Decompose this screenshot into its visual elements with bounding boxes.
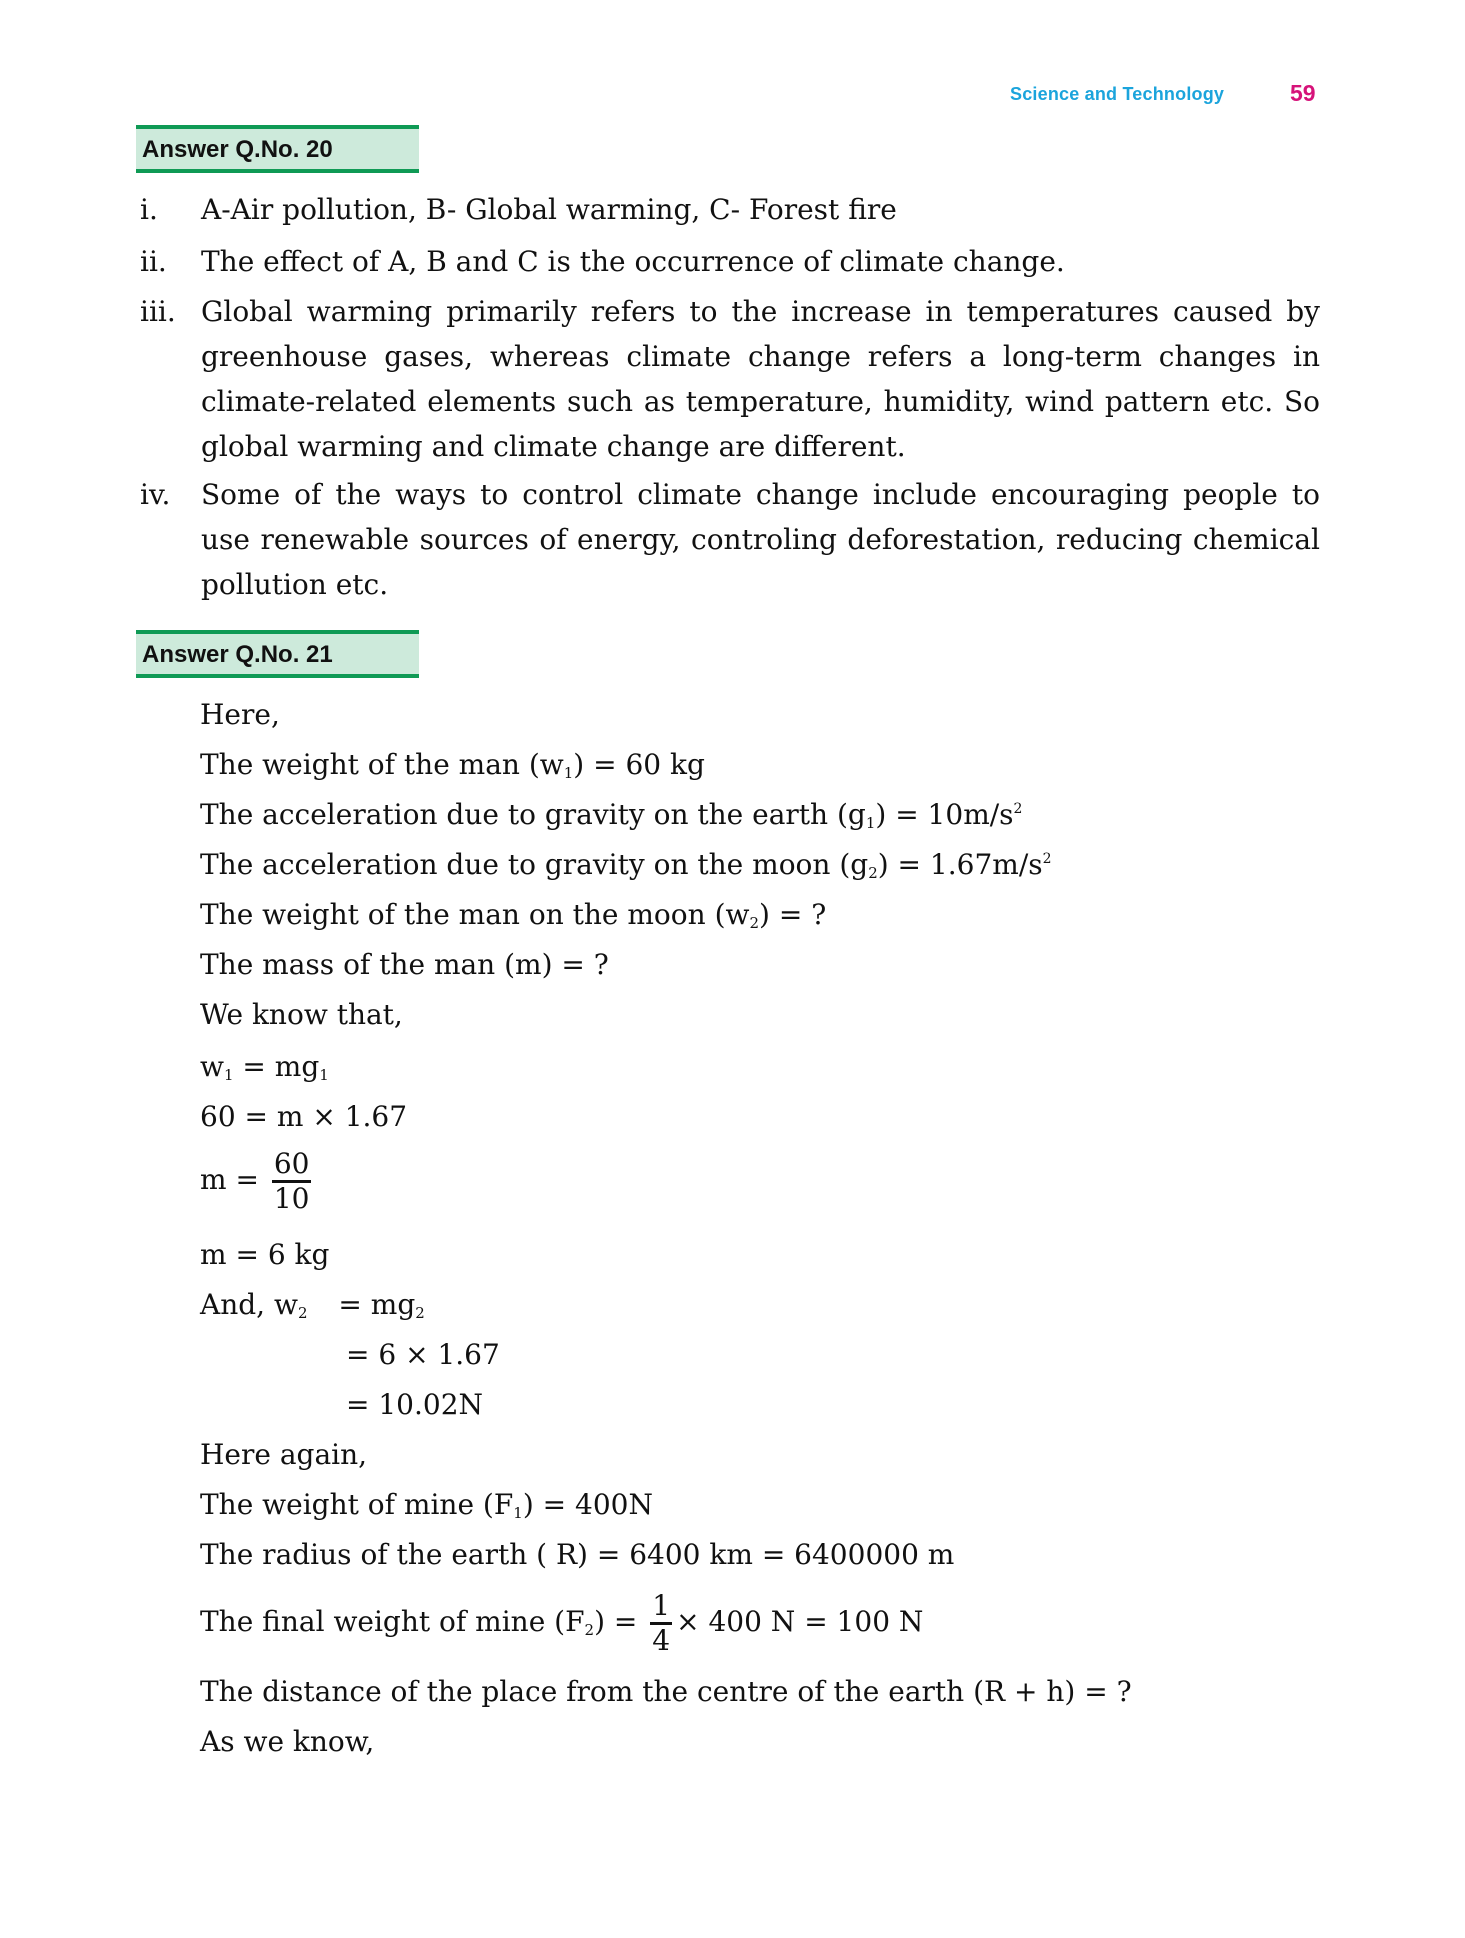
text: = mg <box>329 1288 416 1321</box>
we-know: We know that, <box>200 998 403 1031</box>
equation-mass-result: m = 6 kg <box>200 1238 330 1271</box>
subscript: 2 <box>415 1304 425 1322</box>
numerator: 1 <box>650 1592 672 1625</box>
text: The weight of mine (F <box>200 1488 514 1521</box>
denominator: 4 <box>652 1624 671 1657</box>
given-radius: The radius of the earth ( R) = 6400 km = 6400000 m <box>200 1538 955 1571</box>
given-w1 <box>200 748 705 782</box>
text: The acceleration due to gravity on the earth (g <box>200 798 866 831</box>
answer-20-heading: Answer Q.No. 20 <box>142 136 333 163</box>
equation-w2-result: = 10.02N <box>346 1388 484 1421</box>
here-again: Here again, <box>200 1438 368 1471</box>
subscript: 2 <box>584 1621 595 1639</box>
text: × 400 N = 100 N <box>676 1605 924 1638</box>
superscript: 2 <box>1042 851 1052 867</box>
given-g2 <box>200 848 1052 882</box>
list-item <box>140 187 1320 232</box>
answer-20-heading-box <box>136 125 419 173</box>
subscript: 1 <box>563 764 574 782</box>
list-text: Global warming primarily refers to the increase in temperatures caused by greenhouse gases, whereas climate change refers a long-term changes in climate-related elements such as temperature, humidity, wind pattern etc. So global warming and climate change are different. <box>201 295 1320 463</box>
numerator: 60 <box>272 1150 312 1183</box>
as-we-know: As we know, <box>200 1725 375 1758</box>
list-number: ii. <box>140 245 167 278</box>
text: ) = <box>594 1605 647 1638</box>
given-f2 <box>200 1589 924 1657</box>
text: And, w <box>200 1288 298 1321</box>
list-number: iv. <box>140 478 171 511</box>
subscript: 2 <box>868 864 878 882</box>
running-head: Science and Technology <box>1010 84 1225 104</box>
subscript: 2 <box>297 1304 308 1322</box>
unknown-mass: The mass of the man (m) = ? <box>200 948 609 981</box>
unknown-w2 <box>200 898 826 932</box>
text: ) = ? <box>759 898 827 931</box>
superscript: 2 <box>1013 801 1023 817</box>
fraction <box>272 1147 312 1215</box>
given-g1 <box>200 798 1022 832</box>
text: ) = 400N <box>522 1488 653 1521</box>
subscript: 2 <box>749 914 760 932</box>
list-item <box>140 239 1320 284</box>
fraction <box>650 1589 672 1657</box>
text: The final weight of mine (F <box>200 1605 585 1638</box>
subscript: 1 <box>865 814 876 832</box>
given-f1 <box>200 1488 653 1522</box>
page-number: 59 <box>1290 80 1316 106</box>
equation-w2 <box>200 1288 425 1322</box>
answer-21-heading-box <box>136 630 419 678</box>
subscript: 1 <box>319 1066 329 1084</box>
subscript: 1 <box>223 1066 234 1084</box>
text: ) = 60 kg <box>573 748 705 781</box>
list-number: i. <box>140 193 158 226</box>
equation-w1 <box>200 1050 329 1084</box>
text: The weight of the man on the moon (w <box>200 898 750 931</box>
answer-21-heading: Answer Q.No. 21 <box>142 641 333 668</box>
unknown-distance: The distance of the place from the centre of the earth (R + h) = ? <box>200 1675 1132 1708</box>
given-intro: Here, <box>200 698 280 731</box>
text: w <box>200 1050 224 1083</box>
text: ) = 1.67m/s <box>877 848 1043 881</box>
subscript: 1 <box>513 1504 523 1522</box>
list-item <box>140 472 1320 607</box>
denominator: 10 <box>273 1182 310 1215</box>
equation-mass-fraction <box>200 1147 315 1215</box>
list-item <box>140 289 1320 469</box>
list-text: Some of the ways to control climate change include encouraging people to use renewable sources of energy, controling deforestation, reducing chemical pollution etc. <box>201 478 1320 601</box>
list-text: A-Air pollution, B- Global warming, C- Forest fire <box>201 193 897 226</box>
equation-substitute: 60 = m × 1.67 <box>200 1100 408 1133</box>
equation-w2-substitute: = 6 × 1.67 <box>346 1338 500 1371</box>
text: = mg <box>233 1050 320 1083</box>
text: The acceleration due to gravity on the moon (g <box>200 848 869 881</box>
text: m = <box>200 1163 268 1196</box>
list-text: The effect of A, B and C is the occurrence of climate change. <box>201 245 1065 278</box>
text: ) = 10m/s <box>875 798 1014 831</box>
list-number: iii. <box>140 295 176 328</box>
text: The weight of the man (w <box>200 748 564 781</box>
